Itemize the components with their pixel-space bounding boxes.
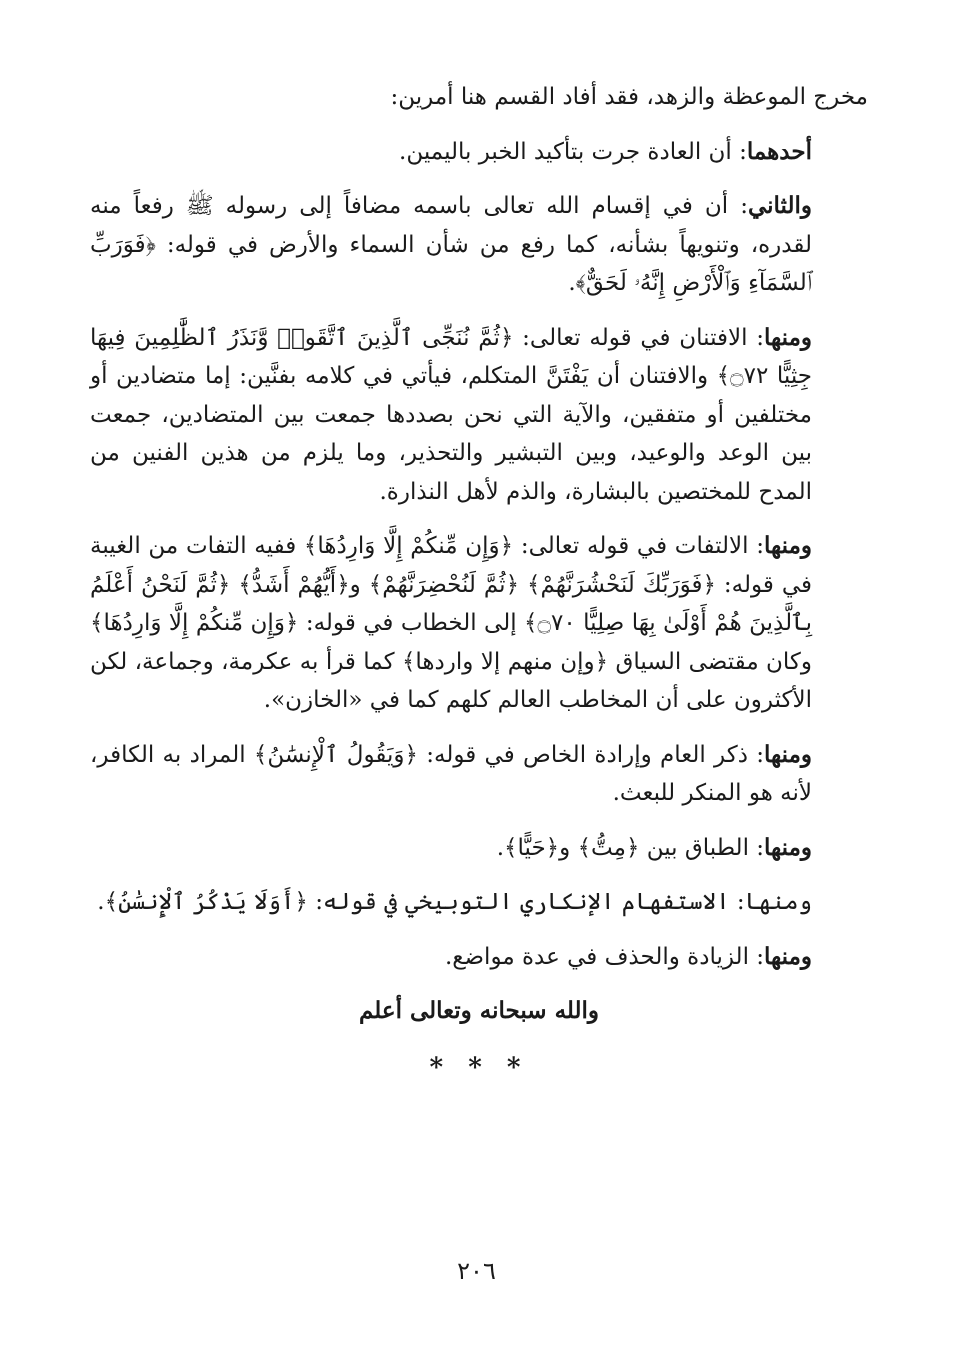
paragraph-text: : الزيادة والحذف في عدة مواضع. (444, 943, 765, 970)
paragraph-ziyada (90, 938, 868, 977)
page-body (90, 78, 868, 1103)
paragraph-text: : الافتنان في قوله تعالى: ﴿ثُمَّ نُنَجِّى ٱلَّذِينَ ٱتَّقَوا۟ وَّنَذَرُ ٱلظَّٰلِمِينَ فِيهَا جِثِيًّا ۝٧٢﴾ والافتنان أن يَفْتَنَّ المتكلم، فيأتي في كلامه بفنَّين: إما متضادين أو مختلفين أو متفقين، والآية التي نحن بصددها جمعت بين المتضادين، جمعت بين الوعد والوعيد، وبين التبشير والتحذير، وما يلزم من هذين الفنين من المدح للمختصين بالبشارة، والذم لأهل النذارة. (90, 324, 813, 505)
paragraph-lead: والثاني (747, 192, 812, 219)
paragraph-text: : الطباق بين ﴿مِتُّ﴾ و﴿حَيًّا﴾. (496, 834, 765, 861)
paragraph-text: : أن في إقسام الله تعالى باسمه مضافاً إلى رسوله ﷺ رفعاً منه لقدره، وتنويهاً بشأنه، كما رفع من شأن السماء والأرض في قوله: ﴿فَوَرَبِّ ٱلسَّمَآءِ وَٱلْأَرْضِ إِنَّهُۥ لَحَقٌّ﴾. (90, 193, 812, 296)
paragraph-lead: ومنها (764, 942, 812, 970)
paragraph-general-specific (90, 736, 868, 813)
paragraph-text: مخرج الموعظة والزهد، فقد أفاد القسم هنا أمرين: (390, 84, 868, 110)
paragraph-lead: أحدهما (746, 137, 812, 165)
paragraph-lead: ومنها (764, 532, 812, 559)
paragraph-text: : أن العادة جرت بتأكيد الخبر باليمين. (399, 138, 747, 165)
paragraph-intro (90, 78, 868, 117)
paragraph-lead: ومنها (764, 740, 812, 768)
paragraph-text: ومنها: الاستفهام الإنكاري التوبيخي في قوله: ﴿أَوَلَا يَذْكُرُ ٱلْإِنسَٰنُ﴾. (97, 889, 812, 915)
paragraph-iftinan (90, 319, 868, 512)
closing-phrase: والله سبحانه وتعالى أعلم (358, 997, 600, 1024)
paragraph-lead: ومنها (764, 833, 812, 861)
paragraph-second-point (90, 187, 868, 303)
paragraph-lead: ومنها (764, 323, 812, 351)
paragraph-istifham (90, 883, 868, 922)
paragraph-iltifat (90, 527, 868, 720)
paragraph-first-point (90, 133, 868, 172)
paragraph-text: : ذكر العام وإرادة الخاص في قوله: ﴿وَيَقُولُ ٱلْإِنسَٰنُ﴾ المراد به الكافر، لأنه هو المنكر للبعث. (90, 741, 812, 806)
paragraph-text: : الالتفات في قوله تعالى: ﴿وَإِن مِّنكُمْ إِلَّا وَارِدُهَا﴾ ففيه التفات من الغيبة في قوله: ﴿فَوَرَبِّكَ لَنَحْشُرَنَّهُمْ﴾ ﴿ثُمَّ لَنُحْضِرَنَّهُمْ﴾ و﴿أَيُّهُمْ أَشَدُّ﴾ ﴿ثُمَّ لَنَحْنُ أَعْلَمُ بِٱلَّذِينَ هُمْ أَوْلَىٰ بِهَا صِلِيًّا ۝٧٠﴾ إلى الخطاب في قوله: ﴿وَإِن مِّنكُمْ إِلَّا وَارِدُهَا﴾ وكان مقتضى السياق ﴿وإن منهم إلا واردها﴾ كما قرأ به عكرمة، وجماعة، لكن الأكثرون على أن المخاطب العالم كلهم كما في «الخازن». (90, 533, 812, 713)
page-number: ٢٠٦ (457, 1257, 496, 1285)
section-separator: * * * (429, 1052, 529, 1083)
paragraph-tibaq (90, 829, 868, 868)
